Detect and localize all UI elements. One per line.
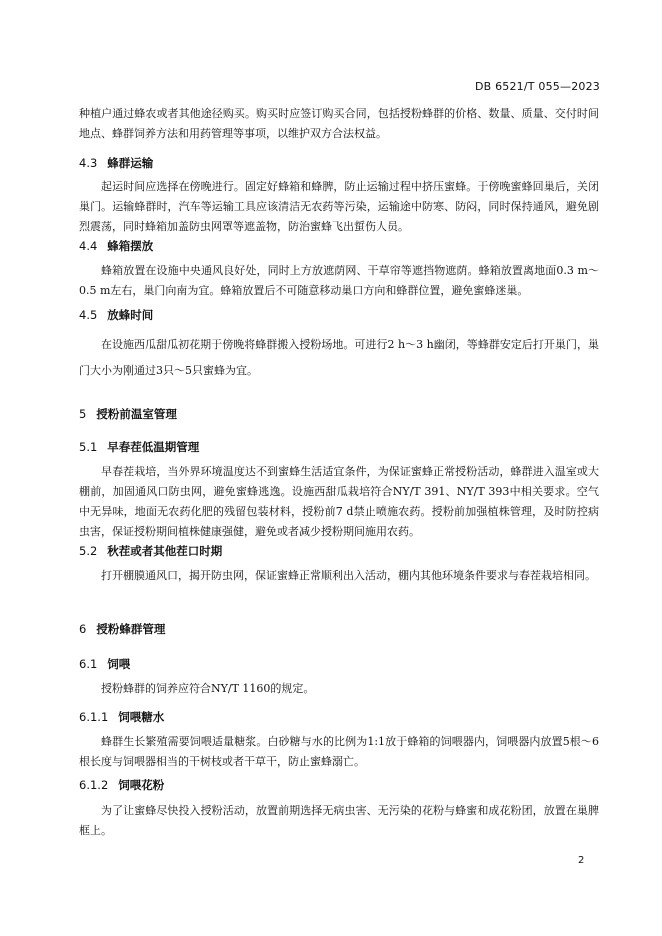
heading-4-4: [79, 238, 153, 254]
heading-4-3: [79, 155, 153, 171]
paragraph-4-5: 在设施西瓜甜瓜初花期于傍晚将蜂群搬入授粉场地。可进行2 h～3 h幽闭，等蜂群安定后打开巢门，巢门大小为刚通过3只～5只蜜蜂为宜。: [79, 338, 599, 377]
paragraph-6-1-2: 为了让蜜蜂尽快投入授粉活动，放置前期选择无病虫害、无污染的花粉与蜂蜜和成花粉团，放置在巢脾框上。: [79, 804, 599, 837]
heading-number: 6.1.1: [79, 710, 109, 724]
heading-5-2: [79, 543, 222, 559]
paragraph-6-1-1: 蜂群生长繁殖需要饲喂适量糖浆。白砂糖与水的比例为1:1放于蜂箱的饲喂器内，饲喂器内放置5根～6根长度与饲喂器相当的干树枝或者干草干，防止蜜蜂溺亡。: [79, 735, 599, 768]
heading-title: 放蜂时间: [107, 308, 154, 322]
paragraph-4-3: 起运时间应选择在傍晚进行。固定好蜂箱和蜂脾，防止运输过程中挤压蜜蜂。于傍晚蜜蜂回巢后，关闭巢门。运输蜂群时，汽车等运输工具应该清洁无农药等污染，运输途中防寒、防闷，同时保持通风，避免剧烈震荡，同时蜂箱加盖防虫网罩等遮盖物，防治蜜蜂飞出蜇伤人员。: [79, 180, 599, 233]
heading-number: 6: [79, 622, 87, 636]
heading-6: [79, 621, 165, 637]
heading-4-5: [79, 307, 153, 323]
intro-paragraph: 种植户通过蜂农或者其他途径购买。购买时应签订购买合同，包括授粉蜂群的价格、数量、质量、交付时间地点、蜂群饲养方法和用药管理等事项，以维护双方合法权益。: [79, 107, 599, 140]
heading-number: 4.4: [79, 239, 98, 253]
heading-title: 授粉蜂群管理: [96, 622, 166, 636]
heading-title: 饲喂花粉: [118, 778, 165, 792]
heading-title: 授粉前温室管理: [96, 407, 177, 421]
heading-5: [79, 406, 177, 422]
heading-6-1: [79, 656, 130, 672]
heading-number: 5.2: [79, 544, 98, 558]
paragraph-6-1: 授粉蜂群的饲养应符合NY/T 1160的规定。: [101, 682, 315, 695]
heading-number: 5: [79, 407, 87, 421]
heading-title: 蜂箱摆放: [107, 239, 154, 253]
paragraph-5-2: 打开棚膜通风口，揭开防虫网，保证蜜蜂正常顺利出入活动，棚内其他环境条件要求与春茬栽培相同。: [101, 569, 596, 582]
heading-6-1-2: [79, 777, 164, 793]
heading-title: 饲喂: [107, 657, 131, 671]
heading-number: 4.5: [79, 308, 98, 322]
paragraph-4-4: 蜂箱放置在设施中央通风良好处，同时上方放遮荫网、干草帘等遮挡物遮荫。蜂箱放置离地面0.3 m～0.5 m左右，巢门向南为宜。蜂箱放置后不可随意移动巢口方向和蜂群位置，避免蜜蜂迷巢。: [79, 264, 599, 297]
heading-number: 6.1: [79, 657, 98, 671]
paragraph-5-1: 早春茬栽培，当外界环境温度达不到蜜蜂生活适宜条件，为保证蜜蜂正常授粉活动，蜂群进入温室或大棚前，加固通风口防虫网，避免蜜蜂逃逸。设施西甜瓜栽培符合NY/T 391、NY/T 393中相关要求。空气中无异味，地面无农药化肥的残留包装材料，授粉前7 d禁止喷施农药。授粉前加强植株管理，及时防控病虫害，保证授粉期间植株健康强健，避免或者减少授粉期间施用农药。: [79, 465, 599, 538]
page-number: 2: [578, 855, 585, 866]
heading-6-1-1: [79, 709, 164, 725]
heading-title: 早春茬低温期管理: [107, 440, 200, 454]
heading-number: 5.1: [79, 440, 98, 454]
heading-title: 蜂群运输: [107, 156, 154, 170]
heading-number: 4.3: [79, 156, 98, 170]
heading-title: 饲喂糖水: [118, 710, 165, 724]
heading-5-1: [79, 439, 199, 455]
heading-number: 6.1.2: [79, 778, 109, 792]
document-id: DB 6521/T 055—2023: [474, 80, 600, 93]
heading-title: 秋茬或者其他茬口时期: [107, 544, 223, 558]
